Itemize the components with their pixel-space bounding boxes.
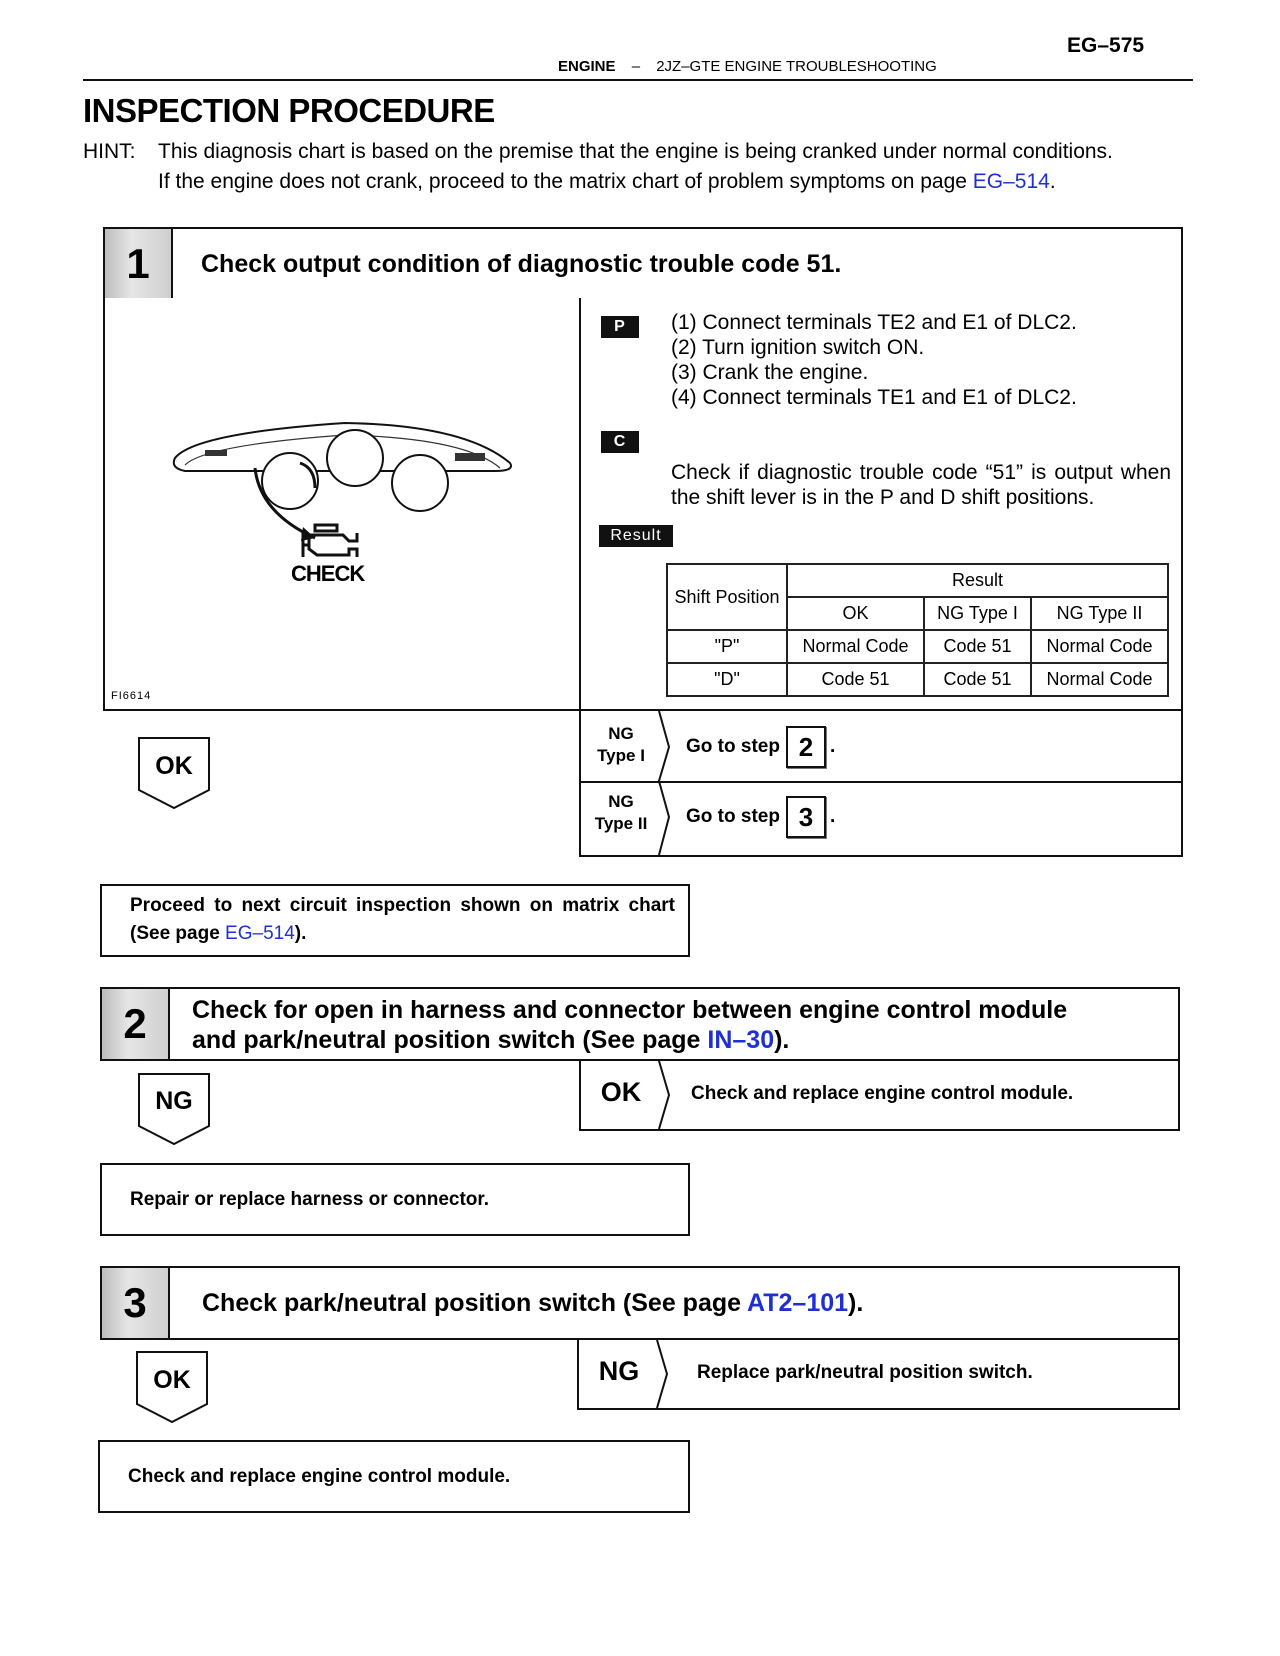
- tachometer-icon: [262, 453, 318, 509]
- hint-line-2: [83, 167, 1203, 197]
- branch-ng-type-2-action: [686, 796, 835, 838]
- action-suffix: ).: [294, 923, 307, 944]
- shift-position-cell: "D": [667, 663, 787, 696]
- page-number: EG–575: [1067, 34, 1145, 57]
- branch-label-line: Type II: [594, 814, 648, 833]
- step-1-procedure-panel: [579, 298, 1183, 711]
- step-2-title-line: [192, 1025, 1067, 1055]
- go-to-step-text: Go to step: [686, 736, 780, 758]
- prep-steps: [671, 310, 1077, 410]
- action-text: Proceed to next circuit inspection shown on matrix chart (See page: [130, 895, 675, 944]
- step-2-ok-label: OK: [600, 1077, 642, 1107]
- go-to-step-text: Go to step: [686, 806, 780, 828]
- step-1-title: Check output condition of diagnostic trouble code 51.: [201, 250, 842, 278]
- table-row: [667, 663, 1168, 696]
- step-2-header: [100, 987, 1180, 1061]
- at2-101-page-link[interactable]: AT2–101: [747, 1289, 849, 1317]
- branch-label-line: NG: [608, 724, 634, 743]
- prep-step: (1) Connect terminals TE2 and E1 of DLC2.: [671, 311, 1077, 334]
- result-subheader: NG Type I: [924, 597, 1031, 630]
- branch-label-line: Type I: [597, 746, 645, 765]
- result-badge: Result: [599, 525, 673, 547]
- prep-step: (2) Turn ignition switch ON.: [671, 336, 925, 359]
- branch-period: .: [829, 806, 836, 828]
- table-row: [667, 630, 1168, 663]
- prep-step: (3) Crank the engine.: [671, 361, 869, 384]
- step-3-ok-action: [98, 1440, 690, 1513]
- step-1-number: 1: [105, 229, 173, 298]
- step-3-number: 3: [102, 1268, 170, 1338]
- step-2-ng-action: [100, 1163, 690, 1236]
- hint-label: HINT:: [83, 140, 136, 163]
- section-name: ENGINE: [558, 58, 616, 75]
- check-instruction: Check if diagnostic trouble code “51” is output when the shift lever is in the P and D shift positions.: [671, 461, 1171, 509]
- result-cell: Normal Code: [787, 630, 924, 663]
- result-group-header: Result: [787, 564, 1168, 597]
- step-3-ng-label: NG: [598, 1356, 640, 1386]
- result-subheader: NG Type II: [1031, 597, 1168, 630]
- page-title: INSPECTION PROCEDURE: [83, 92, 495, 129]
- branch-ng-type-1-action: [686, 726, 835, 768]
- result-cell: Code 51: [787, 663, 924, 696]
- result-subheader: OK: [787, 597, 924, 630]
- header-separator: –: [631, 58, 641, 75]
- hint-block: [83, 137, 1203, 197]
- subsection-name: 2JZ–GTE ENGINE TROUBLESHOOTING: [656, 58, 937, 75]
- step-3-header: [100, 1266, 1180, 1340]
- step-3-title: [202, 1288, 863, 1318]
- prep-step: (4) Connect terminals TE1 and E1 of DLC2.: [671, 386, 1077, 409]
- shift-position-header: Shift Position: [667, 564, 787, 630]
- branch-period: .: [829, 736, 836, 758]
- hint-page-link[interactable]: EG–514: [972, 170, 1050, 193]
- step-2-ok-action: Check and replace engine control module.: [691, 1083, 1074, 1104]
- hint-line-2-text: If the engine does not crank, proceed to the matrix chart of problem symptoms on page: [158, 170, 973, 193]
- step-2-title: [192, 995, 1067, 1055]
- shift-position-cell: "P": [667, 630, 787, 663]
- step-2-ok-branch: [579, 1059, 1180, 1131]
- title-text: Check park/neutral position switch (See page: [202, 1289, 748, 1317]
- step-2-ng-action-text: Repair or replace harness or connector.: [130, 1189, 490, 1210]
- result-cell: Normal Code: [1031, 630, 1168, 663]
- result-cell: Code 51: [924, 630, 1031, 663]
- check-engine-label: CHECK: [291, 561, 365, 586]
- step-3-ok-label: OK: [153, 1366, 191, 1394]
- result-cell: Code 51: [924, 663, 1031, 696]
- result-cell: Normal Code: [1031, 663, 1168, 696]
- step-1-figure-panel: [103, 298, 581, 711]
- step-3-ng-action: Replace park/neutral position switch.: [697, 1362, 1033, 1383]
- step-2-ng-label: NG: [155, 1087, 193, 1115]
- step-1-ok-action-text: [130, 892, 675, 948]
- result-table: [666, 563, 1169, 697]
- figure-id: FI6614: [111, 690, 152, 702]
- branch-label-line: NG: [608, 792, 634, 811]
- check-badge: C: [601, 431, 639, 453]
- branch-ng-type-2-label: [581, 791, 661, 835]
- gauge-icon: [392, 455, 448, 511]
- step-3-ok-action-text: Check and replace engine control module.: [128, 1466, 511, 1487]
- branch-ng-type-1-label: [581, 723, 661, 767]
- running-header: [558, 58, 937, 75]
- check-engine-icon: [295, 523, 365, 563]
- step-1-branches: [579, 709, 1183, 857]
- step-3-ng-branch: [577, 1338, 1180, 1410]
- in-30-page-link[interactable]: IN–30: [707, 1026, 775, 1054]
- hint-line-1: This diagnosis chart is based on the premise that the engine is being cranked under normal conditions.: [158, 140, 1113, 163]
- step-2-title-line: Check for open in harness and connector between engine control module: [192, 996, 1068, 1024]
- step-1-ok-label: OK: [155, 752, 193, 780]
- matrix-chart-page-link[interactable]: EG–514: [225, 923, 295, 944]
- step-2-number: 2: [102, 989, 170, 1059]
- step-1-ok-action: [100, 884, 690, 957]
- prep-badge: P: [601, 316, 639, 338]
- step-1-header: [103, 227, 1183, 300]
- go-to-step-3-link[interactable]: 3: [786, 796, 826, 838]
- speedometer-icon: [327, 430, 383, 486]
- hint-period: .: [1049, 170, 1056, 193]
- title-text: and park/neutral position switch (See page: [192, 1026, 708, 1054]
- go-to-step-2-link[interactable]: 2: [786, 726, 826, 768]
- title-suffix: ).: [848, 1289, 864, 1317]
- header-rule: [83, 79, 1193, 81]
- title-suffix: ).: [774, 1026, 790, 1054]
